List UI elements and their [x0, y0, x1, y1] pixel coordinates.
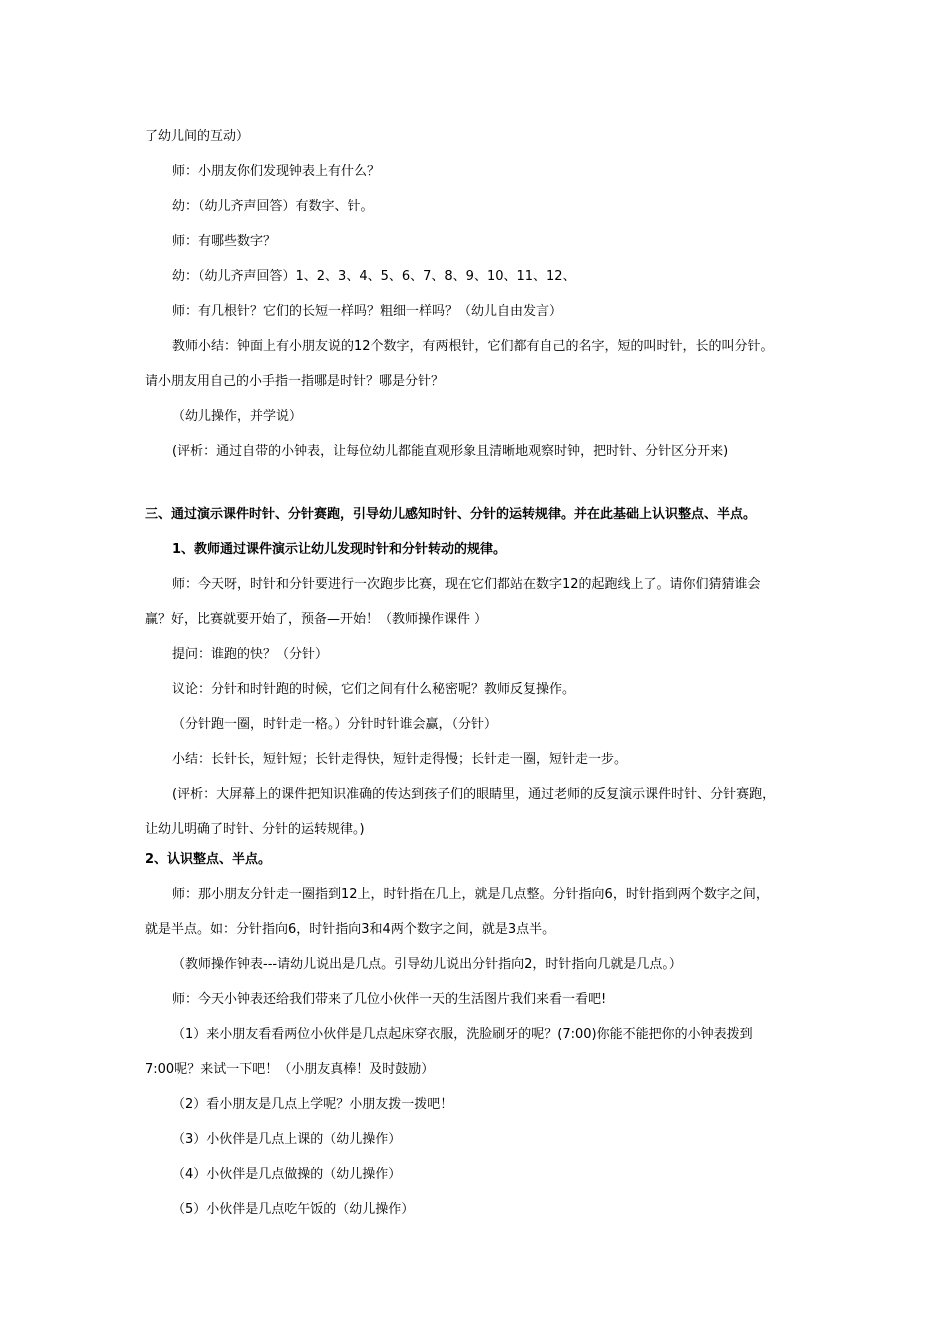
text-line: 师：那小朋友分针走一圈指到12上，时针指在几上，就是几点整。分针指向6，时针指到两个数字之间，	[172, 887, 769, 902]
text-line: 师：有几根针？它们的长短一样吗？粗细一样吗？（幼儿自由发言）	[172, 304, 563, 319]
text-line: 让幼儿明确了时针、分针的运转规律。)	[145, 822, 365, 837]
text-line: 请小朋友用自己的小手指一指哪是时针？哪是分针？	[145, 374, 445, 389]
subsection-heading: 1、教师通过课件演示让幼儿发现时针和分针转动的规律。	[172, 542, 507, 557]
text-line: (评析：通过自带的小钟表，让每位幼儿都能直观形象且清晰地观察时钟，把时针、分针区分开来)	[172, 444, 729, 459]
text-line: 师：小朋友你们发现钟表上有什么？	[172, 164, 381, 179]
text-line: 就是半点。如：分针指向6，时针指向3和4两个数字之间，就是3点半。	[145, 922, 556, 937]
text-line: （教师操作钟表---请幼儿说出是几点。引导幼儿说出分针指向2，时针指向几就是几点。）	[172, 957, 682, 972]
list-item: （4）小伙伴是几点做操的（幼儿操作）	[172, 1167, 402, 1182]
text-line: 赢？好，比赛就要开始了，预备—开始！（教师操作课件 ）	[145, 612, 488, 627]
text-line: 了幼儿间的互动）	[145, 129, 250, 144]
text-line: 小结：长针长，短针短；长针走得快，短针走得慢；长针走一圈，短针走一步。	[172, 752, 628, 767]
section-heading: 三、通过演示课件时针、分针赛跑，引导幼儿感知时针、分针的运转规律。并在此基础上认识整点、半点。	[145, 507, 757, 522]
text-line: (评析：大屏幕上的课件把知识准确的传达到孩子们的眼睛里，通过老师的反复演示课件时针、分针赛跑，	[172, 787, 776, 802]
subsection-heading: 2、认识整点、半点。	[145, 852, 272, 867]
text-line: （幼儿操作，并学说）	[172, 409, 303, 424]
list-item: （5）小伙伴是几点吃午饭的（幼儿操作）	[172, 1202, 415, 1217]
text-line: 幼：（幼儿齐声回答）有数字、针。	[172, 199, 374, 214]
text-line: 师：今天小钟表还给我们带来了几位小伙伴一天的生活图片我们来看一看吧!	[172, 992, 607, 1007]
text-line: 7:00呢？来试一下吧！（小朋友真棒！及时鼓励）	[145, 1062, 435, 1077]
text-line: 师：今天呀，时针和分针要进行一次跑步比赛，现在它们都站在数字12的起跑线上了。请你们猜猜谁会	[172, 577, 761, 592]
text-line: 提问：谁跑的快？（分针）	[172, 647, 329, 662]
list-item: （3）小伙伴是几点上课的（幼儿操作）	[172, 1132, 402, 1147]
list-item: （2）看小朋友是几点上学呢？小朋友拨一拨吧！	[172, 1097, 454, 1112]
text-line: （1）来小朋友看看两位小伙伴是几点起床穿衣服，洗脸刷牙的呢？(7:00)你能不能把你的小钟表拨到	[172, 1027, 753, 1042]
text-line: （分针跑一圈，时针走一格。）分针时针谁会赢，（分针）	[172, 717, 498, 732]
text-line: 教师小结：钟面上有小朋友说的12个数字，有两根针，它们都有自己的名字，短的叫时针，长的叫分针。	[172, 339, 774, 354]
text-line: 幼：（幼儿齐声回答）1、2、3、4、5、6、7、8、9、10、11、12、	[172, 269, 576, 284]
text-line: 师：有哪些数字？	[172, 234, 277, 249]
text-line: 议论：分针和时针跑的时候，它们之间有什么秘密呢？教师反复操作。	[172, 682, 576, 697]
